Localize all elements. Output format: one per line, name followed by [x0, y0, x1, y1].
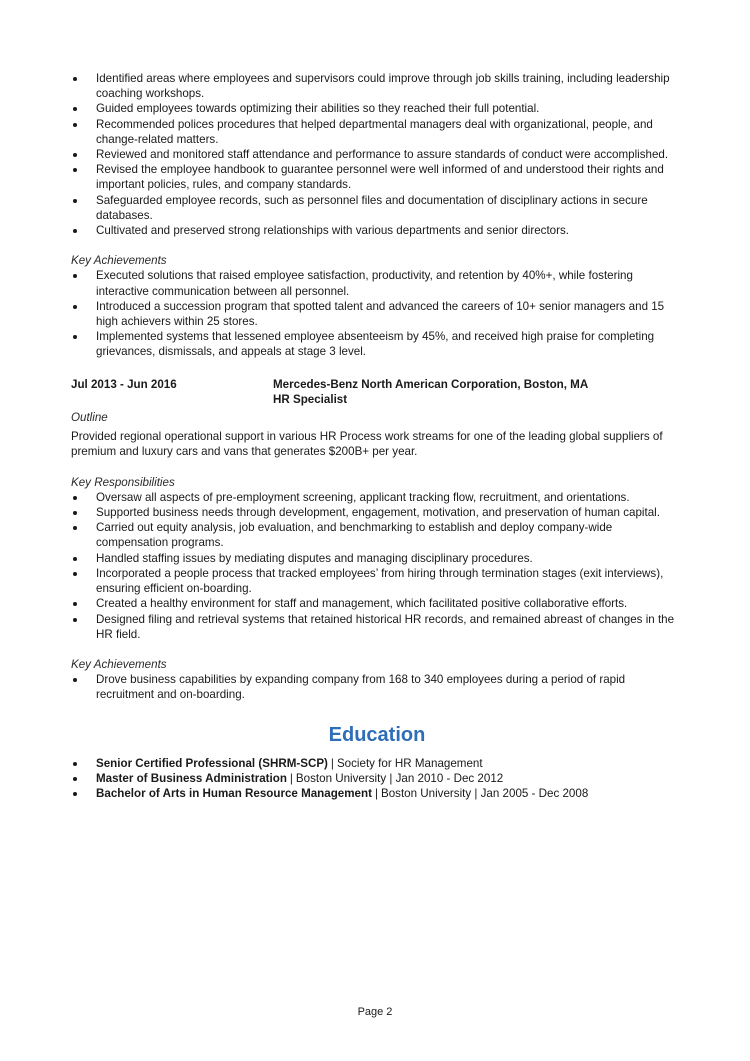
education-item — [71, 786, 683, 801]
education-degree: Bachelor of Arts in Human Resource Management — [96, 786, 372, 800]
bullet-icon — [73, 511, 77, 515]
bullet-icon — [73, 335, 77, 339]
education-details: Boston University | Jan 2010 - Dec 2012 — [295, 771, 504, 785]
list-item: Supported business needs through development, engagement, motivation, and preservation of human capital. — [71, 505, 683, 520]
bullet-icon — [73, 557, 77, 561]
list-item: Drove business capabilities by expanding company from 168 to 340 employees during a period of rapid recruitment and on-boarding. — [71, 672, 683, 702]
list-item: Designed filing and retrieval systems that retained historical HR records, and remained abreast of changes in the HR field. — [71, 612, 683, 642]
bullet-icon — [73, 496, 77, 500]
job-org — [273, 377, 683, 407]
bullet-icon — [73, 199, 77, 203]
responsibilities-list-2 — [71, 490, 683, 642]
list-item: Executed solutions that raised employee satisfaction, productivity, and retention by 40%+, while fostering interactive communication between all personnel. — [71, 268, 683, 298]
bullet-icon — [73, 777, 77, 781]
list-item: Carried out equity analysis, job evaluation, and benchmarking to establish and deploy company-wide compensation programs. — [71, 520, 683, 550]
list-item: Revised the employee handbook to guarantee personnel were well informed of and understood their rights and important policies, rules, and company standards. — [71, 162, 683, 192]
list-item: Implemented systems that lessened employee absenteeism by 45%, and received high praise for completing grievances, dismissals, and appeals at stage 3 level. — [71, 329, 683, 359]
outline-label: Outline — [71, 411, 108, 425]
list-item: Reviewed and monitored staff attendance and performance to assure standards of conduct were accomplished. — [71, 147, 683, 162]
bullet-icon — [73, 762, 77, 766]
list-item: Created a healthy environment for staff and management, which facilitated positive collaborative efforts. — [71, 596, 683, 611]
list-item: Safeguarded employee records, such as personnel files and documentation of disciplinary actions in secure databases. — [71, 193, 683, 223]
bullet-icon — [73, 678, 77, 682]
key-achievements-label: Key Achievements — [71, 254, 167, 268]
list-item: Introduced a succession program that spotted talent and advanced the careers of 10+ senior managers and 15 high achievers within 25 stores. — [71, 299, 683, 329]
bullet-icon — [73, 107, 77, 111]
education-list — [71, 756, 683, 802]
list-item: Guided employees towards optimizing their abilities so they reached their full potential. — [71, 101, 683, 116]
education-item — [71, 771, 683, 786]
page-number: Page 2 — [357, 1006, 393, 1018]
key-responsibilities-label: Key Responsibilities — [71, 475, 175, 489]
education-heading: Education — [328, 723, 426, 746]
list-item: Incorporated a people process that tracked employees’ from hiring through termination stages (exit interviews), ensuring efficient on-boarding. — [71, 566, 683, 596]
list-item: Identified areas where employees and supervisors could improve through job skills training, including leadership coaching workshops. — [71, 71, 683, 101]
key-achievements-label: Key Achievements — [71, 657, 167, 671]
list-item: Cultivated and preserved strong relationships with various departments and senior directors. — [71, 223, 683, 238]
list-item: Oversaw all aspects of pre-employment screening, applicant tracking flow, recruitment, and orientations. — [71, 490, 683, 505]
job-title: HR Specialist — [273, 392, 348, 406]
achievements-list-1 — [71, 268, 683, 359]
education-degree: Senior Certified Professional (SHRM-SCP) — [96, 756, 328, 770]
bullet-icon — [73, 153, 77, 157]
resume-content — [71, 71, 683, 801]
separator: | — [374, 786, 378, 800]
education-details: Boston University | Jan 2005 - Dec 2008 — [380, 786, 589, 800]
list-item: Handled staffing issues by mediating disputes and managing disciplinary procedures. — [71, 551, 683, 566]
education-details: Society for HR Management — [336, 756, 483, 770]
responsibilities-list-1 — [71, 71, 683, 238]
bullet-icon — [73, 618, 77, 622]
bullet-icon — [73, 123, 77, 127]
bullet-icon — [73, 274, 77, 278]
bullet-icon — [73, 526, 77, 530]
bullet-icon — [73, 602, 77, 606]
education-degree: Master of Business Administration — [96, 771, 287, 785]
separator: | — [330, 756, 334, 770]
separator: | — [289, 771, 293, 785]
bullet-icon — [73, 77, 77, 81]
education-item — [71, 756, 683, 771]
outline-text: Provided regional operational support in various HR Process work streams for one of the leading global suppliers of premium and luxury cars and vans that generates $200B+ per year. — [71, 430, 663, 459]
bullet-icon — [73, 229, 77, 233]
bullet-icon — [73, 792, 77, 796]
achievements-list-2 — [71, 672, 683, 702]
bullet-icon — [73, 168, 77, 172]
job-company: Mercedes-Benz North American Corporation, Boston, MA — [273, 377, 589, 391]
job-dates: Jul 2013 - Jun 2016 — [71, 377, 177, 391]
job-header — [71, 377, 683, 407]
bullet-icon — [73, 305, 77, 309]
bullet-icon — [73, 572, 77, 576]
list-item: Recommended polices procedures that helped departmental managers deal with organizational, people, and change-related matters. — [71, 117, 683, 147]
